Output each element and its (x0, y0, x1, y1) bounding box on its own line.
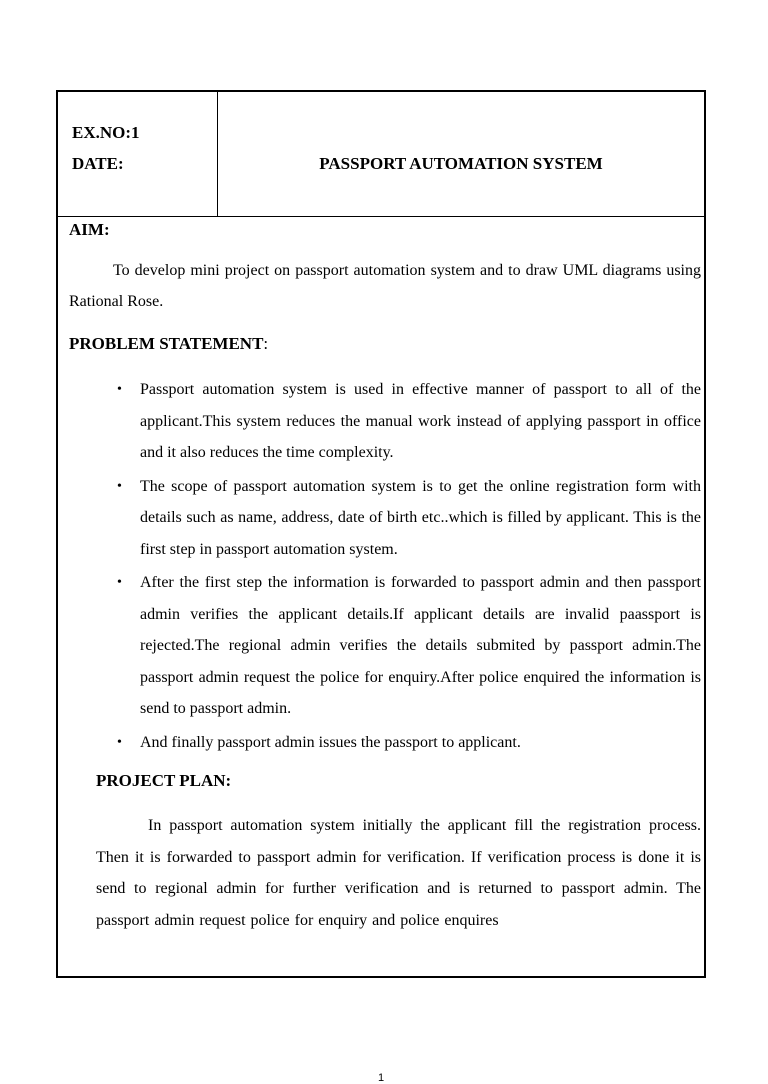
project-plan-heading: PROJECT PLAN: (96, 771, 232, 790)
list-item-text: After the first step the information is forwarded to passport admin and then passport admin verifies the applicant details.If applicant details are invalid paassport is rejected.The regional admin verifies the details submited by passport admin.The passport admin request the police for enquiry.After police enquired the information is send to passport admin. (140, 574, 701, 717)
project-plan-paragraph: In passport automation system initially the applicant fill the registration process. Then it is forwarded to passport admin for verification. If verification process is done it is send to regional admin for further verification and is returned to passport admin. The passport admin request police for enquiry and police enquires (96, 817, 701, 929)
problem-statement-colon: : (263, 334, 269, 353)
aim-heading: AIM: (69, 220, 110, 239)
document-title: PASSPORT AUTOMATION SYSTEM (319, 154, 603, 173)
bullet-icon: • (117, 382, 122, 397)
aim-paragraph: To develop mini project on passport automation system and to draw UML diagrams using Rational Rose. (69, 262, 701, 310)
list-item (117, 374, 701, 469)
page-frame (56, 90, 706, 1084)
problem-statement-title: PROBLEM STATEMENT (69, 334, 264, 353)
header-left-cell (58, 92, 218, 216)
list-item-text: And finally passport admin issues the passport to applicant. (140, 733, 521, 751)
list-item (117, 567, 701, 725)
page-number: 1 (377, 1072, 385, 1084)
problem-statement-list (117, 374, 701, 760)
list-item (117, 471, 701, 566)
bullet-icon: • (117, 575, 122, 590)
bullet-icon: • (117, 478, 122, 494)
exercise-number: EX.NO:1 (72, 123, 140, 142)
date-label: DATE: (72, 154, 124, 173)
list-item (117, 727, 701, 759)
problem-statement-heading (69, 334, 268, 354)
list-item-text: Passport automation system is used in effective manner of passport to all of the applicant.This system reduces the manual work instead of applying passport in office and it also reduces the time complexity. (140, 381, 701, 461)
bullet-icon: • (117, 734, 122, 750)
list-item-text: The scope of passport automation system is to get the online registration form with details such as name, address, date of birth etc..which is filled by applicant. This is the first step in passport automation system. (140, 477, 701, 558)
header-table (58, 92, 704, 217)
